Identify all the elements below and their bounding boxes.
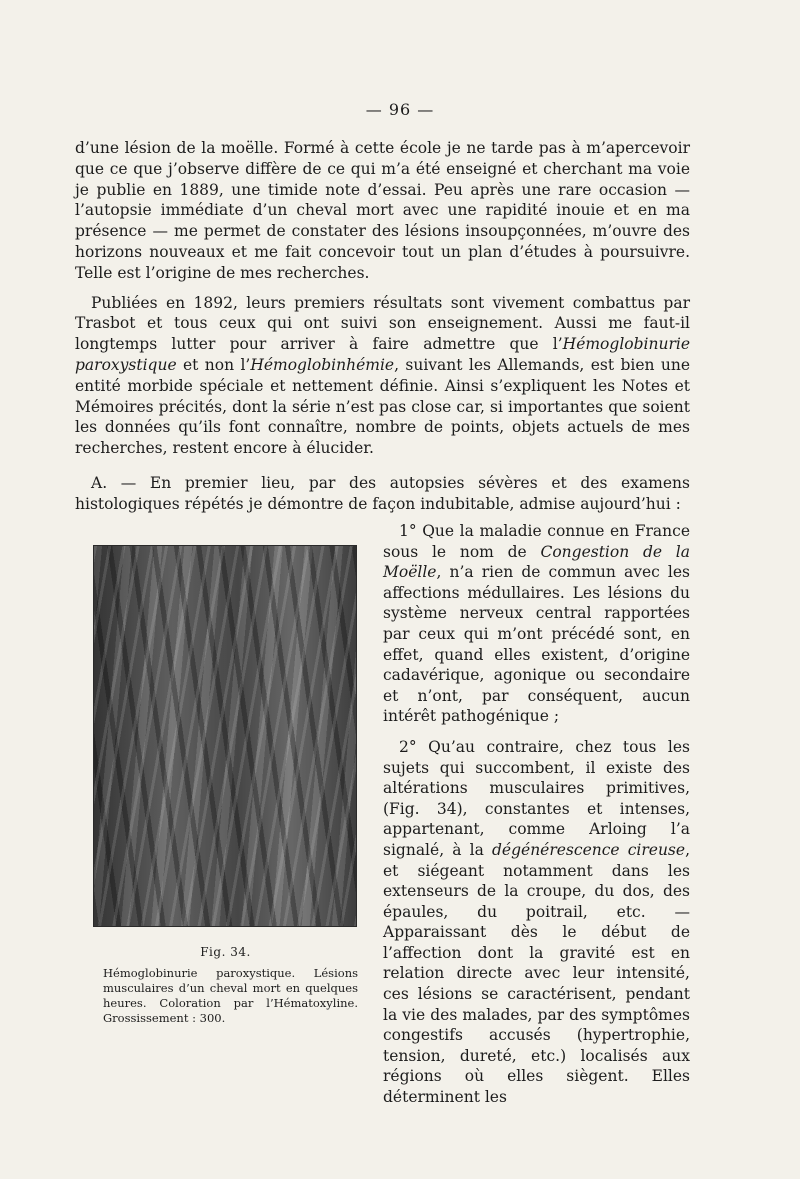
figure-34: [93, 545, 358, 1026]
figure-label: Fig. 34.: [200, 945, 251, 959]
point-2-text-b: , et siégeant notamment dans les extenseurs de la croupe, du dos, des épaules, du poitrail, etc. — Apparaissant dès le début de l’affection dont la gravité est en relation directe avec leur intensité, ces lésions se caractérisent, pendant la vie des malades, par des symptômes congestifs accusés (hypertrophie, tension, dureté, etc.) localisés aux régions où elles siègent. Elles déterminent les: [383, 840, 690, 1107]
micrograph-image: [93, 545, 357, 927]
figure-caption: Hémoglobinurie paroxystique. Lésions musculaires d’un cheval mort en quelques heures. Coloration par l’Hématoxyline. Grossissement : 300.: [103, 966, 358, 1025]
paragraph-2: [75, 293, 690, 459]
point-2: [383, 737, 690, 1108]
term-congestion: Congestion de la Moëlle: [383, 542, 691, 582]
paragraph-2-text-a: Publiées en 1892, leurs premiers résultats sont vivement combattus par Trasbot et tous ceux qui ont suivi son enseignement. Aussi me faut-il longtemps lutter pour arriver à faire admettre que l’: [75, 293, 690, 354]
right-column: [383, 521, 690, 1118]
term-degenerescence: dégénérescence cireuse: [492, 840, 686, 859]
page-number: — 96 —: [365, 100, 435, 119]
body-text: [75, 138, 690, 523]
paragraph-2-text-b: et non l’: [176, 355, 251, 374]
point-1-text-b: , n’a rien de commun avec les affections médullaires. Les lésions du système nerveux central rapportées par ceux qui m’ont précédé sont, en effet, quand elles existent, d’origine cadavérique, agonique ou secondaire et n’ont, par conséquent, aucun intérêt pathogénique ;: [383, 563, 690, 726]
point-1-text-a: 1° Que la maladie connue en France sous le nom de: [383, 522, 690, 561]
point-1: [383, 521, 690, 727]
paragraph-a: A. — En premier lieu, par des autopsies sévères et des examens histologiques répétés je démontre de façon indubitable, admise aujourd’hui :: [75, 473, 690, 513]
point-2-text-a: 2° Qu’au contraire, chez tous les sujets qui succombent, il existe des altérations musculaires primitives, (Fig. 34), constantes et intenses, appartenant, comme Arloing l’a signalé, à la: [383, 737, 690, 859]
paragraph-1: d’une lésion de la moëlle. Formé à cette école je ne tarde pas à m’apercevoir que ce que j’observe diffère de ce qui m’a été enseigné et cherchant ma voie je publie en 1889, une timide note d’essai. Peu après une rare occasion — l’autopsie immédiate d’un cheval mort avec une rapidité inouie et en ma présence — me permet de constater des lésions insoupçonnées, m’ouvre des horizons nouveaux et me fait concevoir tout un plan d’études à poursuivre. Telle est l’origine de mes recherches.: [75, 139, 690, 282]
paragraph-2-text-c: , suivant les Allemands, est bien une entité morbide spéciale et nettement définie. Ainsi s’expliquent les Notes et Mémoires précités, dont la série n’est pas close car, si importantes que soient les données qu’ils font connaître, nombre de points, objets actuels de mes recherches, restent encore à élucider.: [75, 355, 690, 458]
term-hemoglobinhemie: Hémoglobinhémie: [250, 355, 395, 374]
term-hemoglobinurie: Hémoglobinurie paroxystique: [75, 335, 690, 374]
